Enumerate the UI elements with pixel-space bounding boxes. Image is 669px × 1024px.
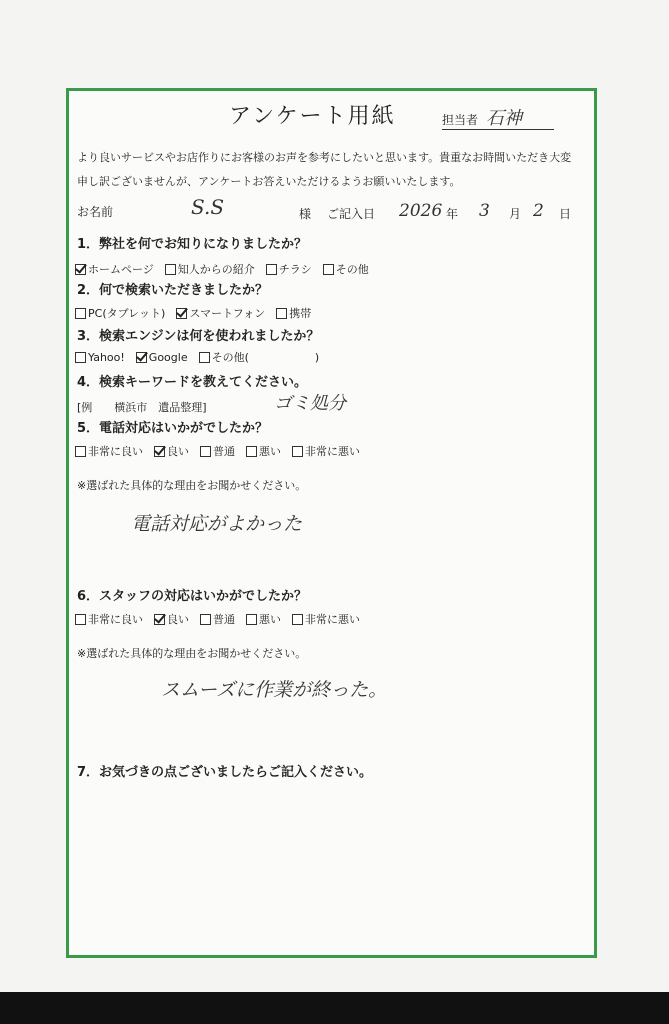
checkbox-icon [176,308,187,319]
date-year: 2026 [399,201,443,221]
option-average[interactable] [200,443,235,459]
checkbox-icon [75,264,86,275]
option-smartphone[interactable] [176,305,265,321]
question-6: 6．スタッフの対応はいかがでしたか？ [77,589,308,604]
option-other[interactable] [323,261,369,277]
option-label: 非常に悪い [305,445,360,458]
option-label: 悪い [259,613,281,626]
intro-line-1: より良いサービスやお店作りにお客様のお声を参考にしたいと思います。貴重なお時間いただき大変 [77,151,572,164]
checkbox-icon [292,446,303,457]
checkbox-icon [154,614,165,625]
scan-bottom-band [0,992,669,1024]
reason-answer-5: 電話対応がよかった [131,513,303,535]
checkbox-icon [75,614,86,625]
option-label: 良い [167,613,189,626]
checkbox-icon [75,352,86,363]
checkbox-icon [165,264,176,275]
option-very-bad[interactable] [292,443,360,459]
option-engine-other[interactable] [199,349,320,365]
question-5: 5．電話対応はいかがでしたか？ [77,421,269,436]
question-1-options [75,261,380,277]
date-label: ご記入日 [327,207,376,221]
form-title: アンケート用紙 [229,104,396,129]
checkbox-icon [323,264,334,275]
option-yahoo[interactable] [75,349,125,365]
keyword-answer: ゴミ処分 [274,393,346,414]
option-google[interactable] [136,349,188,365]
option-label: その他 [335,263,369,276]
reason-label-5: ※選ばれた具体的な理由をお聞かせください。 [77,479,307,492]
option-good[interactable] [154,443,189,459]
staff-value: 石神 [486,108,522,129]
checkbox-icon [199,352,210,363]
option-label: その他( ) [211,351,320,364]
checkbox-icon [266,264,277,275]
checkbox-icon [292,614,303,625]
survey-form [66,88,597,958]
question-3-options [75,349,330,365]
option-bad[interactable] [246,443,281,459]
checkbox-icon [200,614,211,625]
option-very-good[interactable] [75,443,143,459]
option-label: 携帯 [289,307,312,320]
option-very-good[interactable] [75,611,143,627]
keyword-example: [例 横浜市 遺品整理] [77,401,207,414]
option-label: PC(タブレット) [88,307,166,320]
question-2: 2．何で検索いただきましたか？ [77,283,269,298]
reason-label-6: ※選ばれた具体的な理由をお聞かせください。 [77,647,307,660]
question-2-options [75,305,322,321]
question-6-options [75,611,371,627]
date-month: 3 [479,201,490,221]
checkbox-icon [200,446,211,457]
option-very-bad[interactable] [292,611,360,627]
checkbox-icon [276,308,287,319]
question-7: 7．お気づきの点ございましたらご記入ください。 [77,765,373,780]
option-homepage[interactable] [75,261,154,277]
option-label: チラシ [278,263,312,276]
date-month-unit: 月 [509,207,522,221]
checkbox-icon [75,446,86,457]
name-suffix: 様 [299,207,312,221]
checkbox-icon [246,614,257,625]
intro-line-2: 申し訳ございませんが、アンケートお答えいただけるようお願いいたします。 [77,175,461,188]
date-year-unit: 年 [446,207,459,221]
option-good[interactable] [154,611,189,627]
checkbox-icon [246,446,257,457]
option-label: 知人からの紹介 [177,263,255,276]
checkbox-icon [136,352,147,363]
option-label: 普通 [213,613,235,626]
option-label: Google [148,350,188,364]
staff-label: 担当者 [442,113,479,127]
option-label: 非常に悪い [305,613,360,626]
name-value: S.S [191,195,225,219]
option-referral[interactable] [165,261,255,277]
option-label: 非常に良い [88,445,143,458]
option-label: 非常に良い [88,613,143,626]
reason-answer-6: スムーズに作業が終った。 [161,679,388,701]
option-label: Yahoo! [88,350,125,364]
option-label: 普通 [213,445,235,458]
date-day-unit: 日 [559,207,572,221]
question-1: 1．弊社を何でお知りになりましたか？ [77,237,308,252]
checkbox-icon [75,308,86,319]
option-bad[interactable] [246,611,281,627]
option-flyer[interactable] [266,261,312,277]
option-label: ホームページ [88,263,154,276]
question-5-options [75,443,371,459]
option-label: 悪い [259,445,281,458]
option-pc[interactable] [75,305,165,321]
checkbox-icon [154,446,165,457]
staff-field [442,107,554,130]
name-label: お名前 [77,205,114,219]
question-4: 4．検索キーワードを教えてください。 [77,375,308,390]
date-day: 2 [533,201,544,221]
option-label: 良い [167,445,189,458]
option-average[interactable] [200,611,235,627]
option-label: スマートフォン [189,307,266,320]
option-mobile[interactable] [276,305,311,321]
question-3: 3．検索エンジンは何を使われましたか？ [77,329,320,344]
